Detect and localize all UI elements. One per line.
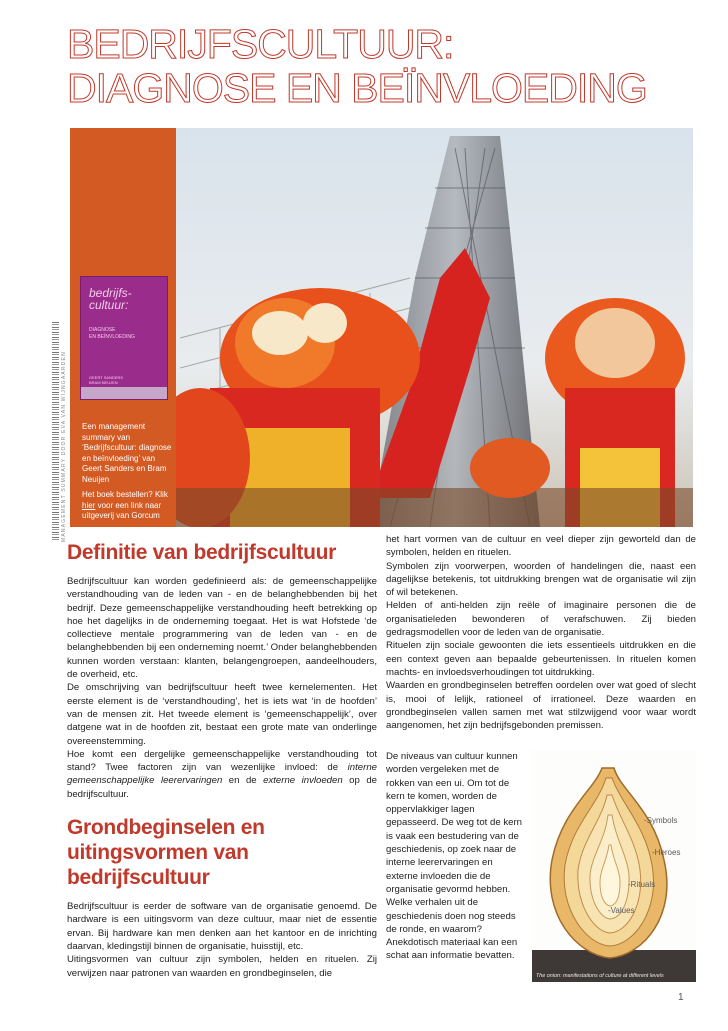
right-paragraph-4: Rituelen zijn sociale gewoonten die iets essentieels uitdrukken en die een context geven aan bepaalde gebeurtenissen. In rituelen komen machts- en invloedsverhoudingen tot uitdrukking.: [386, 640, 696, 678]
vertical-sidebar: [52, 322, 70, 542]
onion-label-values: -Values: [608, 906, 635, 915]
title-line-1: BEDRIJFSCULTUUR:: [67, 21, 454, 67]
grondbeginselen-paragraph-1: Bedrijfscultuur is eerder de software van de organisatie genoemd. De hardware is een uitingsvorm van deze cultuur, maar niet de essentie ervan. Bij hardware kan men denken aan het kantoor en de inrichting daarvan, kledingstijl binnen de organisatie, huisstijl, etc.: [67, 901, 377, 952]
book-cover-image: [80, 276, 168, 400]
book-cover-subtitle: DIAGNOSE EN BEÏNVLOEDING: [89, 327, 135, 340]
book-cover-authors: GEERT SANDERS BRAM NEUJEN: [89, 375, 124, 385]
definitie-paragraph-1: Bedrijfscultuur kan worden gedefinieerd als: de gemeenschappelijke verstandhouding van de leden van - en de belanghebbenden bij het bedrijf. Deze gemeenschappelijke verstandhouding heeft betrekking op hoe het dagelijks in de onderneming toegaat. Het is wat Hofstede ‘de collectieve mentale programmering van de leden van - en de belanghebbenden bij een onderneming noemt.’ Onder belanghebbenden kunnen worden verstaan: klanten, belangengroepen, aandeelhouders, de overheid, etc.: [67, 576, 377, 681]
onion-text-block: [386, 750, 524, 963]
left-column: [67, 540, 377, 980]
definitie-paragraph-2: De omschrijving van bedrijfscultuur heeft twee kernelementen. Het eerste element is de ‘verstandhouding’, het is iets wat ‘in de hoofden’ van de mensen zit. Het tweede element is ‘gemeenschappelijk’, over datgene wat in de hoofden zit, bestaat een grote mate van onderlinge overeenstemming.: [67, 682, 377, 747]
sidebar-vertical-text: MANAGEMENT SUMMARY DOOR EVA VAN WIJNGAARDEN: [61, 351, 67, 542]
book-cover-band: [81, 387, 167, 399]
right-paragraph-5: Waarden en grondbeginselen betreffen oordelen over wat goed of slecht is, mooi of lelijk, rationeel of irrationeel. Deze waarden en grondbeginselen vallen samen met wat stilzwijgend voor waar wordt aangenomen, het zijn bedrijfsgebonden premissen.: [386, 680, 696, 732]
book-order-text: Het boek bestellen? Klik hier voor een link naar uitgeverij van Gorcum: [82, 490, 168, 520]
heading-grondbeginselen: Grondbeginselen en uitingsvormen van bedrijfscultuur: [67, 816, 265, 890]
title-line-2: DIAGNOSE EN BEÏNVLOEDING: [67, 65, 647, 111]
barcode-strip: [52, 322, 59, 542]
heading-definitie: Definitie van bedrijfscultuur: [67, 541, 337, 564]
page-number: 1: [678, 992, 684, 1003]
onion-label-rituals: -Rituals: [628, 880, 656, 889]
right-paragraph-3: Helden of anti-helden zijn reële of imaginaire personen die de organisatieleden bewonderen of verafschuwen. Zij bieden gedragsmodellen voor de leden van de organisatie.: [386, 600, 696, 639]
onion-label-heroes: -Heroes: [652, 848, 681, 857]
onion-caption: The onion: manifestations of culture at different levels: [536, 973, 664, 979]
onion-diagram-image: [532, 750, 696, 982]
onion-illustration: [532, 750, 696, 982]
book-info-panel: [70, 128, 176, 527]
onion-label-symbols: -Symbols: [644, 816, 678, 825]
definitie-paragraph-3: Hoe komt een dergelijke gemeenschappelijke verstandhouding tot stand? Twee factoren zijn van wezenlijke invloed: de interne gemeenschappelijke leerervaringen en de externe invloeden op de bedrijfscultuur.: [67, 748, 377, 800]
page-title: [67, 22, 707, 110]
right-column: [386, 533, 696, 732]
grondbeginselen-paragraph-2: Uitingsvormen van cultuur zijn symbolen, helden en rituelen. Zij verwijzen naar patronen van waarden en grondbeginselen, die: [67, 954, 377, 979]
book-cover-title: bedrijfs- cultuur:: [89, 286, 132, 312]
onion-paragraph: De niveaus van cultuur kunnen worden vergeleken met de rokken van een ui. Om tot de kern te komen, worden de oppervlakkiger lagen gepasseerd. De weg tot de kern is vaak een bestudering van de geschiedenis, op zoek naar de interne leerervaringen en externe invloeden die de organisatie gevormd hebben. Welke verhalen uit de geschiedenis doen nog steeds de ronde, en waarom? Anekdotisch materiaal kan een schat aan informatie bevatten.: [386, 751, 522, 962]
right-paragraph-2: Symbolen zijn voorwerpen, woorden of handelingen die, naast een dagelijkse betekenis, tot uitdrukking brengen wat de organisatie wil zijn of wil betekenen.: [386, 560, 696, 599]
order-book-link[interactable]: hier: [82, 500, 96, 510]
right-paragraph-1: het hart vormen van de cultuur en veel dieper zijn geworteld dan de symbolen, helden en rituelen.: [386, 534, 696, 559]
book-summary-text: Een management summary van ‘Bedrijfscultuur: diagnose en beïnvloeding’ van Geert Sanders en Bram Neuijen: [82, 422, 172, 484]
